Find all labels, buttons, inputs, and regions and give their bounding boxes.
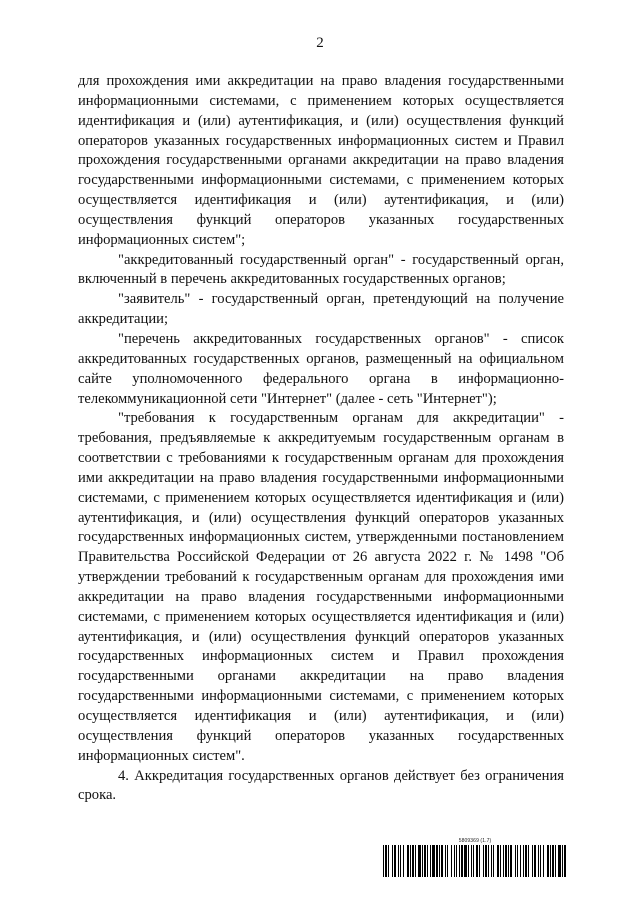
paragraph: "требования к государственным органам для аккредитации" - требования, предъявляемые к аккредитуемым государственным органам в соответствии с требованиями к государственным органам для прохождения ими аккредитации на право владения государственными информационными системами, с применением которых осуществляется идентификация и (или) аутентификация, и (или) осуществления функций операторов указанных государственных информационных систем, утвержденными постановлением Правительства Российской Федерации от 26 августа 2022 г. № 1498 "Об утверждении требований к государственным органам для прохождения ими аккредитации на право владения государственными информационными системами, с применением которых осуществляется идентификация и (или) аутентификация, и (или) осуществления функций операторов указанных государственных информационных систем и Правил прохождения государственными органами аккредитации на право владения государственными информационными системами, с применением которых осуществляется идентификация и (или) аутентификация, и (или) осуществления функций операторов указанных государственных информационных систем". xyxy=(78,410,564,764)
paragraph: "аккредитованный государственный орган" - государственный орган, включенный в перечень аккредитованных государственных органов; xyxy=(78,251,564,288)
barcode-image xyxy=(383,845,567,877)
barcode-caption: 5809369 (1.7) xyxy=(458,838,492,844)
paragraph: "перечень аккредитованных государственных органов" - список аккредитованных государственных органов, размещенный на официальном сайте уполномоченного федерального органа в информационно-телекоммуникационной сети "Интернет" (далее - сеть "Интернет"); xyxy=(78,330,564,407)
barcode-block xyxy=(383,838,567,877)
paragraph: "заявитель" - государственный орган, претендующий на получение аккредитации; xyxy=(78,291,564,328)
page-number: 2 xyxy=(316,35,324,51)
paragraph: 4. Аккредитация государственных органов действует без ограничения срока. xyxy=(78,767,564,804)
document-body xyxy=(78,72,564,806)
paragraph: для прохождения ими аккредитации на право владения государственными информационными системами, с применением которых осуществляется идентификация и (или) аутентификация, и (или) осуществления функций операторов указанных государственных информационных систем и Правил прохождения государственными органами аккредитации на право владения государственными информационными системами, с применением которых осуществляется идентификация и (или) аутентификация, и (или) осуществления функций операторов указанных государственных информационных систем"; xyxy=(78,73,564,248)
